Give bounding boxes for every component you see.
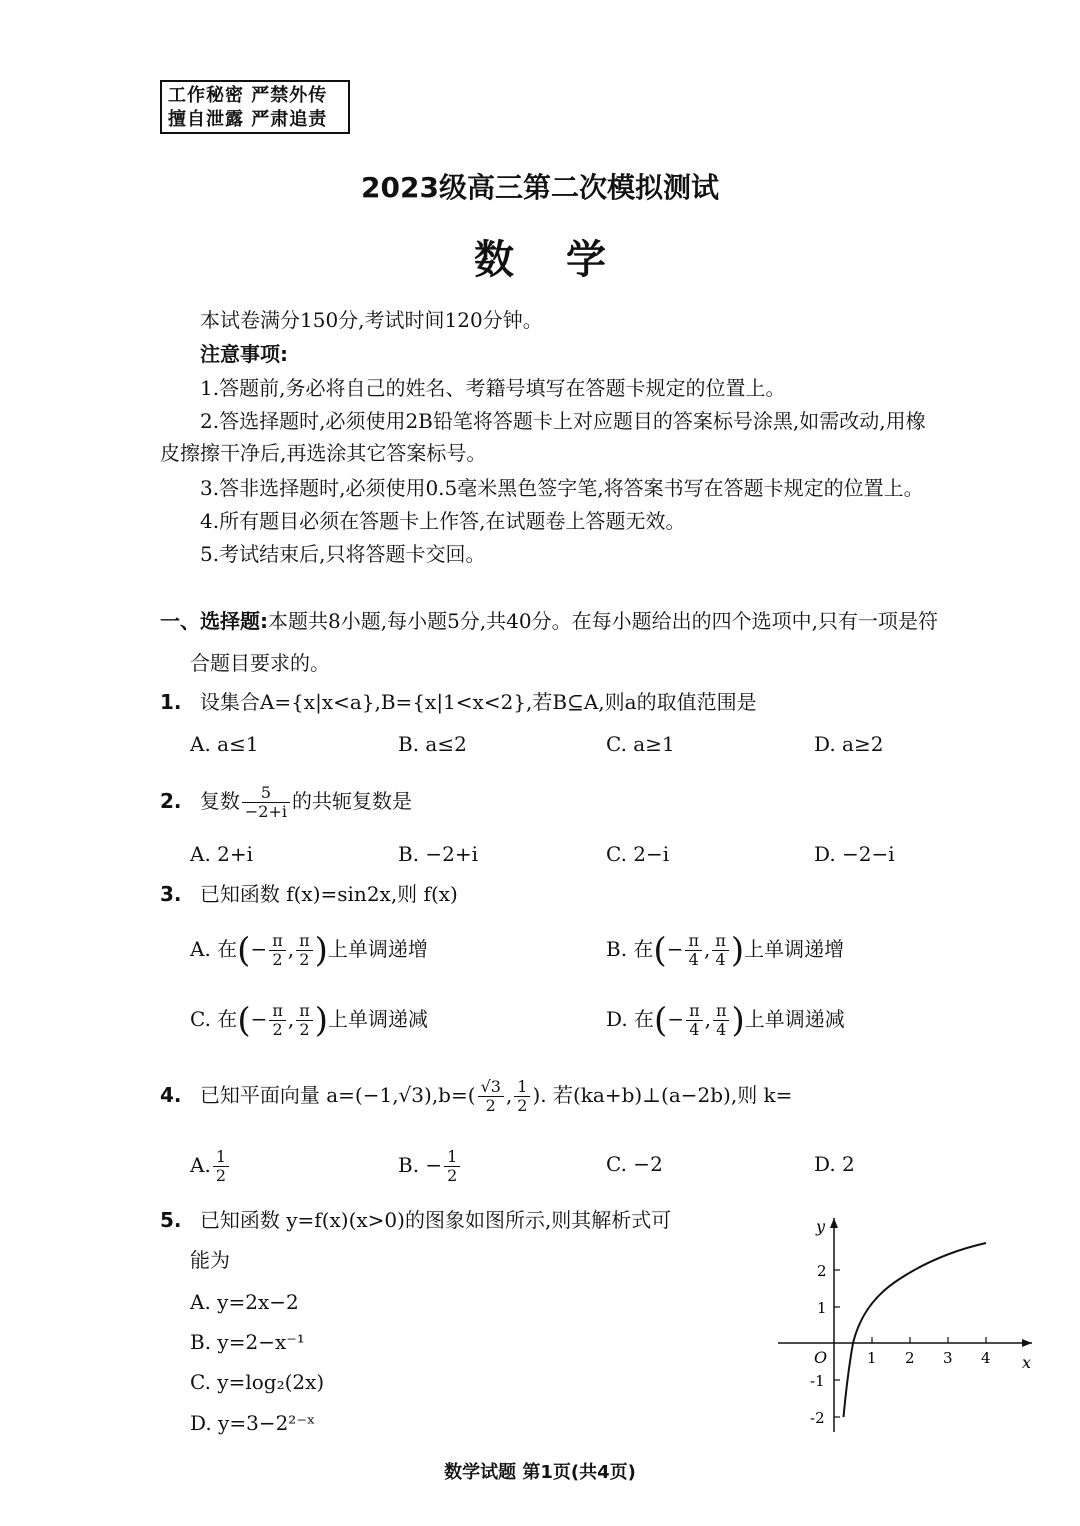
y-tick-label: 1 bbox=[817, 1299, 827, 1317]
x-axis-arrow bbox=[1022, 1339, 1032, 1347]
fraction bbox=[242, 784, 290, 821]
fraction-denominator: 2 bbox=[517, 1096, 528, 1115]
question-4-stem-b: ). 若(ka+b)⊥(a−2b),则 k= bbox=[532, 1083, 793, 1107]
y-axis-arrow bbox=[830, 1218, 838, 1228]
fraction-denominator: 2 bbox=[272, 950, 283, 969]
section-1-line1 bbox=[160, 607, 938, 635]
q5-option-c: C. y=log₂(2x) bbox=[190, 1370, 325, 1394]
y-tick-label: 2 bbox=[817, 1262, 827, 1280]
subject-title: 数学 bbox=[474, 237, 658, 283]
option-label: D. 在 bbox=[606, 1007, 655, 1031]
q1-option-b: B. a≤2 bbox=[398, 732, 467, 756]
minus-sign: − bbox=[250, 1007, 268, 1031]
comma: , bbox=[287, 937, 295, 961]
question-2-stem-post: 的共轭复数是 bbox=[291, 789, 412, 813]
option-label: B. − bbox=[398, 1153, 443, 1177]
fraction-numerator: π bbox=[296, 1002, 313, 1021]
question-2-stem-pre: 复数 bbox=[199, 789, 240, 813]
question-4 bbox=[160, 1070, 792, 1120]
q3-option-d bbox=[606, 994, 845, 1046]
minus-sign: − bbox=[250, 937, 268, 961]
comma: , bbox=[703, 937, 711, 961]
fraction-numerator: 1 bbox=[213, 1148, 229, 1167]
q2-option-c: C. 2−i bbox=[606, 842, 670, 866]
fraction-numerator: 1 bbox=[444, 1148, 460, 1167]
q4-option-d: D. 2 bbox=[814, 1152, 855, 1176]
right-paren: ) bbox=[314, 930, 328, 971]
notice-2: 2.答选择题时,必须使用2B铅笔将答题卡上对应题目的答案标号涂黑,如需改动,用橡 bbox=[200, 409, 926, 433]
section-1-text: 本题共8小题,每小题5分,共40分。在每小题给出的四个选项中,只有一项是符 bbox=[268, 609, 938, 633]
notice-4: 4.所有题目必须在答题卡上作答,在试题卷上答题无效。 bbox=[200, 509, 686, 533]
fraction bbox=[713, 1002, 730, 1039]
fraction bbox=[712, 932, 729, 969]
q2-option-b: B. −2+i bbox=[398, 842, 479, 866]
option-label: A. 在 bbox=[190, 937, 238, 961]
question-5-stem-cont: 能为 bbox=[190, 1248, 230, 1272]
minus-sign: − bbox=[667, 1007, 685, 1031]
left-paren: ( bbox=[237, 930, 251, 971]
fraction bbox=[296, 932, 313, 969]
question-2 bbox=[160, 776, 412, 826]
q3-option-b bbox=[606, 924, 844, 976]
x-axis-label: x bbox=[1022, 1353, 1032, 1372]
confidential-stamp bbox=[160, 80, 350, 134]
option-label: B. 在 bbox=[606, 937, 654, 961]
y-tick-label: -1 bbox=[810, 1372, 825, 1390]
comma: , bbox=[505, 1083, 513, 1107]
x-tick-label: 3 bbox=[943, 1349, 953, 1367]
fraction bbox=[296, 1002, 313, 1039]
fraction bbox=[269, 1002, 286, 1039]
fraction-numerator: π bbox=[686, 1002, 703, 1021]
fraction-denominator: −2+i bbox=[244, 802, 287, 821]
q4-option-b bbox=[398, 1140, 462, 1190]
option-text: 上单调递减 bbox=[744, 1007, 845, 1031]
question-1-stem: 设集合A={x|x<a},B={x|1<x<2},若B⊆A,则a的取值范围是 bbox=[199, 690, 757, 714]
fraction-denominator: 2 bbox=[215, 1166, 226, 1185]
right-paren: ) bbox=[314, 1000, 328, 1041]
fraction bbox=[444, 1148, 460, 1185]
q3-option-a bbox=[190, 924, 428, 976]
fraction-numerator: π bbox=[269, 932, 286, 951]
notice-3: 3.答非选择题时,必须使用0.5毫米黑色签字笔,将答案书写在答题卡规定的位置上。 bbox=[200, 476, 924, 500]
question-5 bbox=[160, 1206, 671, 1234]
fraction bbox=[213, 1148, 229, 1185]
right-paren: ) bbox=[730, 930, 745, 971]
comma: , bbox=[704, 1007, 711, 1031]
question-3 bbox=[160, 880, 458, 908]
x-tick-label: 2 bbox=[905, 1349, 915, 1367]
question-5-stem: 已知函数 y=f(x)(x>0)的图象如图所示,则其解析式可 bbox=[199, 1208, 672, 1232]
fraction-denominator: 2 bbox=[447, 1166, 458, 1185]
option-label: A. bbox=[190, 1153, 211, 1177]
option-label: C. 在 bbox=[190, 1007, 238, 1031]
q2-option-a: A. 2+i bbox=[190, 842, 254, 866]
q1-option-d: D. a≥2 bbox=[814, 732, 884, 756]
fraction-numerator: π bbox=[296, 932, 313, 951]
fraction-numerator: π bbox=[685, 932, 702, 951]
question-number: 5. bbox=[160, 1208, 182, 1232]
fraction-denominator: 2 bbox=[299, 950, 310, 969]
fraction bbox=[514, 1078, 530, 1115]
section-1-heading: 一、选择题: bbox=[160, 609, 268, 633]
question-number: 3. bbox=[160, 882, 182, 906]
q5-option-a: A. y=2x−2 bbox=[190, 1290, 299, 1314]
left-paren: ( bbox=[653, 930, 667, 971]
notice-2-cont: 皮擦擦干净后,再选涂其它答案标号。 bbox=[160, 441, 487, 465]
fraction-numerator: π bbox=[713, 1002, 730, 1021]
fraction-denominator: 4 bbox=[716, 1020, 727, 1039]
question-4-stem-a: 已知平面向量 a=(−1,√3),b=( bbox=[199, 1083, 476, 1107]
notice-1: 1.答题前,务必将自己的姓名、考籍号填写在答题卡规定的位置上。 bbox=[200, 376, 786, 400]
stamp-line-1: 工作秘密 严禁外传 bbox=[168, 85, 328, 106]
y-tick-label: -2 bbox=[810, 1409, 825, 1427]
fraction-numerator: 1 bbox=[514, 1078, 530, 1097]
minus-sign: − bbox=[666, 937, 684, 961]
origin-label: O bbox=[814, 1348, 828, 1367]
question-number: 2. bbox=[160, 789, 182, 813]
fraction-numerator: 5 bbox=[242, 784, 290, 803]
notice-5: 5.考试结束后,只将答题卡交回。 bbox=[200, 542, 486, 566]
fraction-numerator: π bbox=[269, 1002, 286, 1021]
fraction-denominator: 4 bbox=[688, 950, 699, 969]
fraction bbox=[685, 932, 702, 969]
right-paren: ) bbox=[731, 1000, 745, 1041]
q3-option-c bbox=[190, 994, 428, 1046]
q5-option-d: D. y=3−2²⁻ˣ bbox=[190, 1411, 316, 1435]
option-text: 上单调递增 bbox=[744, 937, 845, 961]
x-tick-label: 4 bbox=[981, 1349, 991, 1367]
fraction bbox=[478, 1078, 504, 1115]
stamp-line-2: 擅自泄露 严肃追责 bbox=[168, 109, 328, 130]
function-graph bbox=[770, 1210, 1040, 1440]
y-axis-label: y bbox=[816, 1217, 826, 1236]
page-footer: 数学试题 第1页(共4页) bbox=[444, 1462, 636, 1483]
option-text: 上单调递减 bbox=[328, 1007, 428, 1031]
left-paren: ( bbox=[237, 1000, 251, 1041]
fraction bbox=[269, 932, 286, 969]
q1-option-a: A. a≤1 bbox=[190, 732, 259, 756]
section-1-line2: 合题目要求的。 bbox=[190, 651, 330, 675]
x-tick-label: 1 bbox=[867, 1349, 877, 1367]
q4-option-c: C. −2 bbox=[606, 1152, 663, 1176]
fraction-denominator: 2 bbox=[485, 1096, 496, 1115]
q5-option-b: B. y=2−x⁻¹ bbox=[190, 1330, 305, 1354]
fraction bbox=[686, 1002, 703, 1039]
q4-option-a bbox=[190, 1140, 231, 1190]
option-text: 上单调递增 bbox=[327, 937, 428, 961]
fraction-denominator: 2 bbox=[299, 1020, 310, 1039]
fraction-numerator: π bbox=[712, 932, 729, 951]
fraction-denominator: 4 bbox=[715, 950, 726, 969]
question-number: 1. bbox=[160, 690, 182, 714]
question-3-stem: 已知函数 f(x)=sin2x,则 f(x) bbox=[199, 882, 458, 906]
fraction-denominator: 2 bbox=[272, 1020, 283, 1039]
fraction-numerator: √3 bbox=[478, 1078, 504, 1097]
q1-option-c: C. a≥1 bbox=[606, 732, 675, 756]
comma: , bbox=[287, 1007, 295, 1031]
function-curve bbox=[844, 1243, 987, 1417]
question-number: 4. bbox=[160, 1083, 182, 1107]
exam-intro: 本试卷满分150分,考试时间120分钟。 bbox=[200, 308, 543, 332]
left-paren: ( bbox=[654, 1000, 668, 1041]
notice-heading: 注意事项: bbox=[200, 342, 288, 366]
q2-option-d: D. −2−i bbox=[814, 842, 895, 866]
fraction-denominator: 4 bbox=[689, 1020, 700, 1039]
question-1 bbox=[160, 688, 757, 716]
exam-title: 2023级高三第二次模拟测试 bbox=[361, 171, 719, 204]
